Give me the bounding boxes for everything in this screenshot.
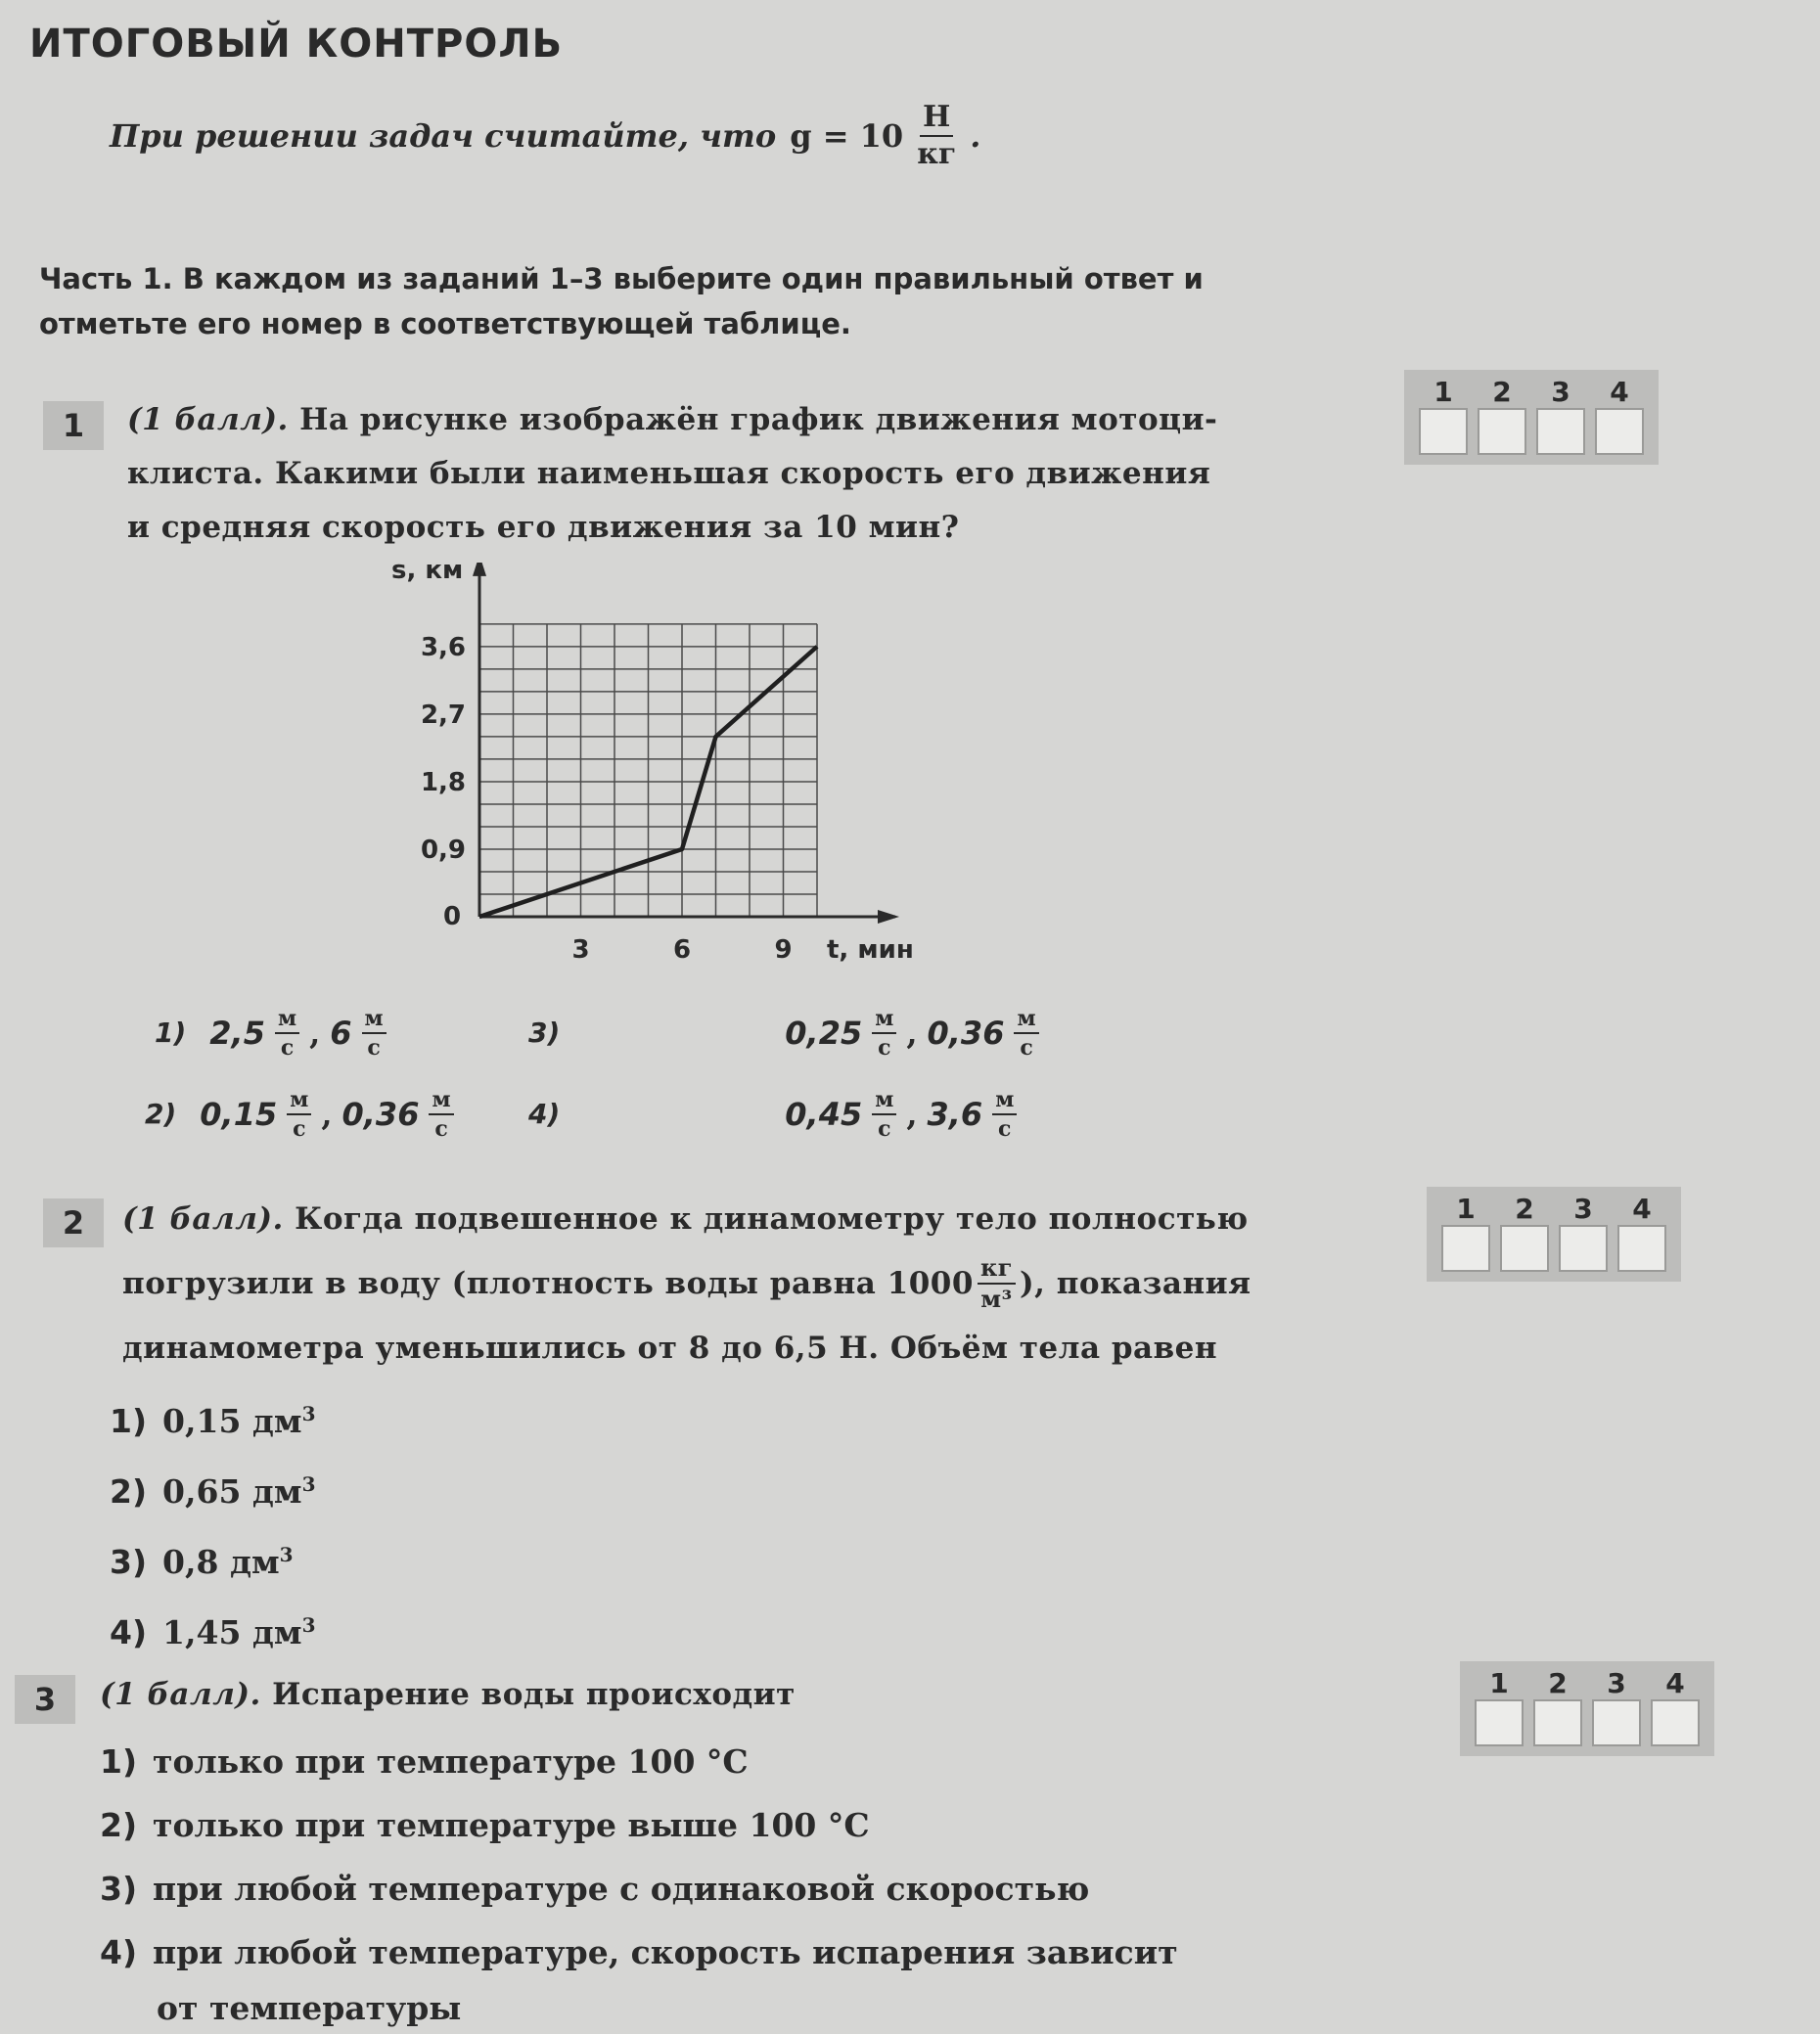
y-tick-label: 1,8	[420, 767, 466, 797]
option-text: 0,8 дм	[162, 1543, 280, 1581]
q1-text	[127, 393, 1282, 555]
unit-num: м	[429, 1089, 453, 1115]
y-axis-arrow	[473, 563, 486, 576]
page-title: ИТОГОВЫЙ КОНТРОЛЬ	[29, 22, 564, 67]
answer-header: 2	[1515, 1193, 1534, 1225]
option-text: 1,45 дм	[162, 1613, 302, 1651]
g-unit-num: Н	[920, 103, 953, 137]
q1-line3: и средняя скорость его движения за 10 мин?	[127, 510, 960, 545]
option-value: 0,45	[785, 1096, 863, 1133]
option-number: 4)	[110, 1613, 148, 1651]
part1-text: В каждом из заданий 1–3 выберите один правильный ответ и отметьте его номер в соответствующей таблице.	[39, 262, 1204, 340]
y-tick-label: 3,6	[420, 632, 466, 662]
x-tick-label: 3	[571, 935, 590, 964]
q3-answer-headers	[1470, 1667, 1705, 1699]
unit-num: м	[275, 1008, 299, 1034]
option-text: только при температуре выше 100 °С	[153, 1806, 870, 1844]
answer-header: 3	[1573, 1193, 1593, 1225]
q1-answer-table	[1404, 370, 1659, 465]
q2-option-2[interactable]	[110, 1453, 316, 1523]
option-number: 3)	[100, 1870, 138, 1908]
q1-answer-cell-3[interactable]	[1536, 408, 1585, 455]
answer-header: 3	[1551, 376, 1570, 408]
unit-num: м	[1014, 1008, 1038, 1034]
unit-num: м	[992, 1089, 1017, 1115]
unit-den: с	[998, 1116, 1012, 1142]
q3-answer-table	[1460, 1661, 1714, 1756]
q1-answer-cell-1[interactable]	[1419, 408, 1468, 455]
q2-text	[122, 1187, 1345, 1380]
q3-options	[100, 1730, 1178, 2033]
answer-header: 3	[1607, 1667, 1626, 1699]
x-tick-label: 0	[442, 902, 462, 931]
g-note-text: При решении задач считайте, что	[110, 117, 777, 155]
option-number: 3)	[110, 1543, 148, 1581]
answer-header: 2	[1548, 1667, 1568, 1699]
option-text: 0,15 дм	[162, 1402, 302, 1440]
density-unit-den: м³	[980, 1285, 1013, 1313]
q3-answer-cell-2[interactable]	[1533, 1699, 1582, 1746]
option-value: 0,25	[785, 1015, 863, 1052]
unit-fraction	[362, 1008, 387, 1059]
q3-text	[100, 1668, 1274, 1722]
option-value: 0,15	[200, 1096, 278, 1133]
q1-line2: клиста. Какими были наименьшая скорость его движения	[127, 456, 1211, 491]
chart-ticks	[421, 633, 793, 964]
q2-line2b: ), показания	[1019, 1266, 1251, 1301]
unit-den: с	[878, 1035, 891, 1061]
q3-answer-cell-3[interactable]	[1592, 1699, 1641, 1746]
unit-den: с	[434, 1116, 448, 1142]
q2-answer-cell-3[interactable]	[1559, 1225, 1608, 1272]
unit-fraction	[1014, 1008, 1038, 1059]
y-tick-label: 2,7	[420, 700, 466, 730]
option-number: 4)	[528, 1098, 561, 1130]
unit-fraction	[872, 1008, 896, 1059]
option-number: 1)	[155, 1017, 187, 1049]
q2-line3: динамометра уменьшились от 8 до 6,5 Н. Объём тела равен	[122, 1331, 1218, 1366]
x-tick-label: 6	[672, 935, 692, 964]
y-tick-label: 0,9	[420, 835, 466, 865]
option-sup: 3	[301, 1613, 316, 1637]
option-sup: 3	[279, 1543, 294, 1566]
option-value: 0,36	[927, 1015, 1005, 1052]
part1-instruction	[39, 256, 1262, 346]
q2-points: (1 балл).	[122, 1201, 284, 1237]
option-number: 4)	[100, 1933, 138, 1971]
q2-answer-table	[1427, 1187, 1681, 1282]
unit-den: с	[1020, 1035, 1033, 1061]
part1-label: Часть 1.	[39, 262, 173, 295]
q3-option-4-continuation	[100, 1984, 1178, 2033]
q1-option-4[interactable]	[528, 1089, 1017, 1140]
x-axis-arrow	[878, 910, 899, 924]
q2-number: 2	[43, 1198, 104, 1247]
option-number: 2)	[110, 1472, 148, 1511]
q3-number: 3	[15, 1675, 75, 1724]
option-number: 1)	[110, 1402, 148, 1440]
option-number: 1)	[100, 1742, 138, 1781]
separator: ,	[309, 1015, 321, 1052]
answer-header: 1	[1456, 1193, 1476, 1225]
q1-answer-headers	[1414, 376, 1649, 408]
option-text: при любой температуре, скорость испарения зависит	[153, 1933, 1178, 1971]
g-dot: .	[970, 117, 981, 155]
option-text: при любой температуре с одинаковой скоростью	[153, 1870, 1090, 1908]
answer-header: 1	[1489, 1667, 1509, 1699]
q2-answer-cell-1[interactable]	[1441, 1225, 1490, 1272]
unit-num: м	[362, 1008, 387, 1034]
answer-header: 4	[1610, 376, 1629, 408]
g-unit-den: кг	[917, 137, 957, 171]
unit-den: с	[367, 1035, 381, 1061]
x-tick-label: 9	[774, 935, 793, 964]
q3-option-3[interactable]	[100, 1857, 1178, 1921]
chart-grid	[479, 624, 817, 917]
q1-answer-cell-2[interactable]	[1478, 408, 1526, 455]
option-sup: 3	[301, 1402, 316, 1425]
y-axis-label: s, км	[391, 563, 464, 585]
q1-option-1[interactable]	[155, 1008, 387, 1059]
answer-header: 4	[1632, 1193, 1652, 1225]
unit-den: с	[878, 1116, 891, 1142]
unit-fraction	[872, 1089, 896, 1140]
answer-header: 1	[1433, 376, 1453, 408]
q3-option-4[interactable]	[100, 1921, 1178, 1984]
g-note	[110, 100, 981, 171]
unit-num: м	[287, 1089, 311, 1115]
separator: ,	[906, 1015, 918, 1052]
q3-answer-cell-4[interactable]	[1651, 1699, 1700, 1746]
q2-option-1[interactable]	[110, 1382, 316, 1453]
unit-fraction	[275, 1008, 299, 1059]
option-number: 3)	[528, 1017, 561, 1049]
answer-header: 4	[1665, 1667, 1685, 1699]
q2-answer-headers	[1436, 1193, 1671, 1225]
answer-header: 2	[1492, 376, 1512, 408]
q2-line2a: погрузили в воду (плотность воды равна 1000	[122, 1266, 974, 1301]
unit-num: м	[872, 1089, 896, 1115]
option-value: 2,5	[209, 1015, 265, 1052]
option-value: 0,36	[341, 1096, 420, 1133]
unit-den: с	[293, 1116, 306, 1142]
unit-fraction	[992, 1089, 1017, 1140]
option-text: только при температуре 100 °С	[153, 1742, 749, 1781]
q3-question: Испарение воды происходит	[272, 1677, 796, 1712]
density-unit	[978, 1253, 1016, 1313]
x-axis-label: t, мин	[827, 935, 914, 964]
option-text: 0,65 дм	[162, 1472, 302, 1511]
q2-line1: Когда подвешенное к динамометру тело полностью	[295, 1201, 1249, 1237]
q1-answer-cell-4[interactable]	[1595, 408, 1644, 455]
chart-axes	[473, 563, 899, 924]
option-number: 2)	[145, 1098, 177, 1130]
option-sup: 3	[301, 1472, 316, 1496]
q2-answer-cell-4[interactable]	[1617, 1225, 1666, 1272]
unit-fraction	[287, 1089, 311, 1140]
option-value: 3,6	[927, 1096, 983, 1133]
separator: ,	[321, 1096, 333, 1133]
unit-num: м	[872, 1008, 896, 1034]
q3-option-1[interactable]	[100, 1730, 1178, 1793]
separator: ,	[906, 1096, 918, 1133]
q2-answer-cell-2[interactable]	[1500, 1225, 1549, 1272]
q1-option-2[interactable]	[145, 1089, 454, 1140]
q1-line1: На рисунке изображён график движения мотоци-	[299, 402, 1218, 437]
g-formula: g = 10	[790, 117, 904, 155]
q3-answer-cell-1[interactable]	[1475, 1699, 1524, 1746]
distance-time-chart	[372, 563, 939, 964]
q3-points: (1 балл).	[100, 1677, 261, 1712]
q3-option-2[interactable]	[100, 1793, 1178, 1857]
option-value: 6	[330, 1015, 352, 1052]
q2-options	[110, 1382, 316, 1664]
option-text: от температуры	[157, 1989, 462, 2027]
q1-option-3[interactable]	[528, 1008, 1039, 1059]
option-number: 2)	[100, 1806, 138, 1844]
q1-number: 1	[43, 401, 104, 450]
unit-den: с	[280, 1035, 295, 1061]
q2-option-3[interactable]	[110, 1523, 316, 1594]
unit-fraction	[429, 1089, 453, 1140]
q1-points: (1 балл).	[127, 402, 289, 437]
g-unit	[917, 100, 957, 171]
density-unit-num: кг	[978, 1256, 1016, 1285]
q2-option-4[interactable]	[110, 1594, 316, 1664]
